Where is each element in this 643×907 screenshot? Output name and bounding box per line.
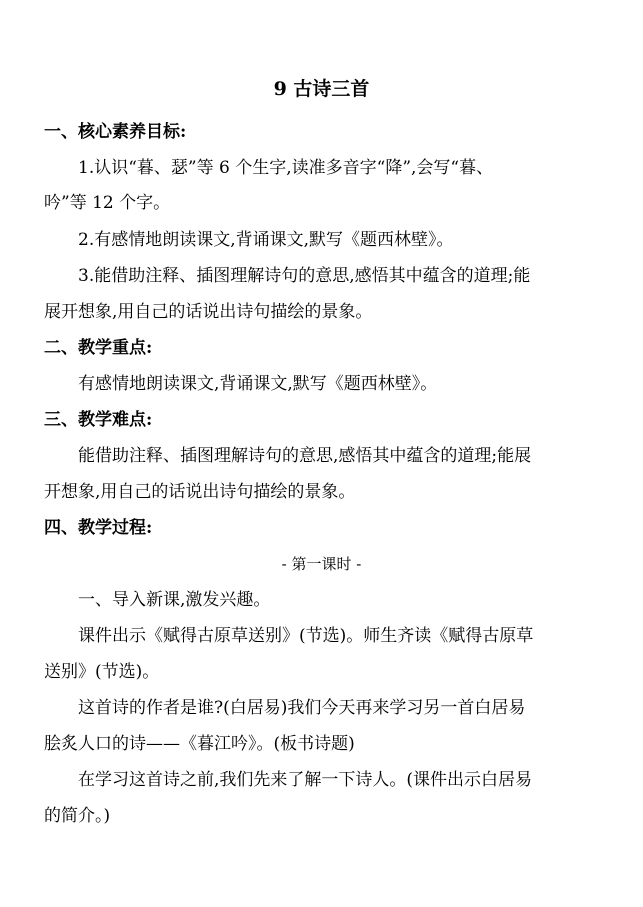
goal-3-line-1: 3.能借助注释、插图理解诗句的意思,感悟其中蕴含的道理;能 bbox=[78, 266, 531, 286]
process-step-1: 一、导入新课,激发兴趣。 bbox=[78, 590, 271, 610]
goal-2: 2.有感情地朗读课文,背诵课文,默写《题西林壁》。 bbox=[78, 230, 454, 250]
difficulty-line-2: 开想象,用自己的话说出诗句描绘的景象。 bbox=[44, 482, 356, 502]
goal-1-line-1: 1.认识“暮、瑟”等 6 个生字,读准多音字“降”,会写“暮、 bbox=[78, 158, 494, 178]
section-heading-goals: 一、核心素养目标: bbox=[44, 122, 187, 142]
page-title: 9 古诗三首 bbox=[273, 78, 370, 100]
section-heading-difficulty: 三、教学难点: bbox=[44, 410, 153, 430]
goal-3-line-2: 展开想象,用自己的话说出诗句描绘的景象。 bbox=[44, 302, 373, 322]
goal-1-line-2: 吟”等 12 个字。 bbox=[44, 193, 171, 213]
lesson-label: - 第一课时 - bbox=[281, 555, 362, 573]
process-paragraph-2-line-1: 这首诗的作者是谁?(白居易)我们今天再来学习另一首白居易 bbox=[78, 698, 526, 718]
process-paragraph-1-line-2: 送别》(节选)。 bbox=[44, 662, 160, 682]
section-heading-key-point: 二、教学重点: bbox=[44, 338, 153, 358]
process-paragraph-3-line-1: 在学习这首诗之前,我们先来了解一下诗人。(课件出示白居易 bbox=[78, 770, 533, 790]
key-point-text: 有感情地朗读课文,背诵课文,默写《题西林壁》。 bbox=[78, 374, 438, 394]
process-paragraph-2-line-2: 脍炙人口的诗——《暮江吟》。(板书诗题) bbox=[44, 734, 355, 754]
process-paragraph-1-line-1: 课件出示《赋得古原草送别》(节选)。师生齐读《赋得古原草 bbox=[78, 626, 534, 646]
section-heading-process: 四、教学过程: bbox=[44, 518, 153, 538]
process-paragraph-3-line-2: 的简介。) bbox=[44, 806, 111, 826]
difficulty-line-1: 能借助注释、插图理解诗句的意思,感悟其中蕴含的道理;能展 bbox=[78, 446, 532, 466]
